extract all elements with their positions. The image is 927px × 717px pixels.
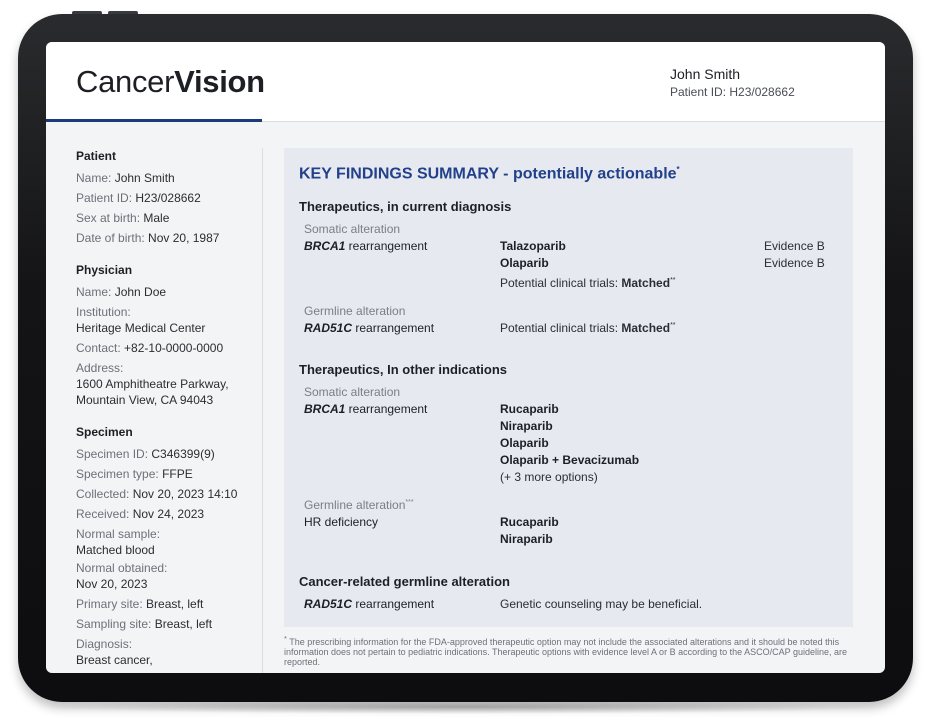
active-tab-indicator <box>46 119 262 122</box>
specimen-type: Specimen type: FFPE <box>76 467 193 481</box>
evidence-talazoparib: Evidence B <box>764 239 825 253</box>
drug-rucaparib-hrd: Rucaparib <box>500 515 559 529</box>
somatic-label-current: Somatic alteration <box>304 222 401 236</box>
gene-brca1-other: BRCA1 rearrangement <box>304 402 428 416</box>
drug-talazoparib: Talazoparib <box>500 239 566 253</box>
drug-olaparib-current: Olaparib <box>500 256 549 270</box>
patient-sex: Sex at birth: Male <box>76 211 170 225</box>
patient-dob: Date of birth: Nov 20, 1987 <box>76 231 220 245</box>
key-findings-panel <box>284 148 853 627</box>
sidebar-divider <box>262 148 263 673</box>
specimen-sampling-site: Sampling site: Breast, left <box>76 617 213 631</box>
section-title-physician: Physician <box>76 263 133 277</box>
physician-institution: Institution: Heritage Medical Center <box>76 305 206 335</box>
physician-contact: Contact: +82-10-0000-0000 <box>76 341 224 355</box>
drug-olaparib-other: Olaparib <box>500 436 549 450</box>
clinical-trials-somatic: Potential clinical trials: Matched** <box>500 276 676 290</box>
drug-rucaparib: Rucaparib <box>500 402 559 416</box>
specimen-diagnosis: Diagnosis: Breast cancer, <box>76 637 153 667</box>
app-header <box>46 42 885 122</box>
drug-niraparib-hrd: Niraparib <box>500 532 553 546</box>
drug-olaparib-bevacizumab: Olaparib + Bevacizumab <box>500 453 640 467</box>
physician-name: Name: John Doe <box>76 285 167 299</box>
gene-hr-deficiency: HR deficiency <box>304 515 379 529</box>
app-logo[interactable]: CancerVision <box>76 64 265 99</box>
gene-brca1-current: BRCA1 rearrangement <box>304 239 428 253</box>
genetic-counseling-note: Genetic counseling may be beneficial. <box>500 597 703 611</box>
header-patient-name: John Smith <box>670 66 741 82</box>
gene-rad51c-current: RAD51C rearrangement <box>304 321 435 335</box>
clinical-trials-germline: Potential clinical trials: Matched** <box>500 321 676 335</box>
somatic-label-other: Somatic alteration <box>304 385 401 399</box>
physician-address: Address: 1600 Amphitheatre Parkway, Mountain View, CA 94043 <box>76 361 229 407</box>
section-title-specimen: Specimen <box>76 425 133 439</box>
footnote: * The prescribing information for the FDA-approved therapeutic option may not include the associated alterations and it should be noted this information does not pertain to pediatric indications. Therapeutic options with evidence level A or B according to the ASCO/CAP guideline, are reported. <box>284 634 848 667</box>
germline-label-current: Germline alteration <box>304 304 406 318</box>
heading-other-indications: Therapeutics, In other indications <box>299 362 508 377</box>
specimen-received: Received: Nov 24, 2023 <box>76 507 205 521</box>
more-options[interactable]: (+ 3 more options) <box>500 470 598 484</box>
specimen-normal-obtained: Normal obtained: Nov 20, 2023 <box>76 561 168 591</box>
specimen-id: Specimen ID: C346399(9) <box>76 447 215 461</box>
key-findings-title: KEY FINDINGS SUMMARY - potentially actionable* <box>299 165 680 183</box>
specimen-collected: Collected: Nov 20, 2023 14:10 <box>76 487 238 501</box>
device-shadow <box>40 700 890 714</box>
gene-rad51c-germline: RAD51C rearrangement <box>304 597 435 611</box>
drug-niraparib: Niraparib <box>500 419 553 433</box>
specimen-primary-site: Primary site: Breast, left <box>76 597 204 611</box>
specimen-normal-sample: Normal sample: Matched blood <box>76 527 161 557</box>
evidence-olaparib: Evidence B <box>764 256 825 270</box>
section-title-patient: Patient <box>76 149 117 163</box>
patient-id: Patient ID: H23/028662 <box>76 191 201 205</box>
heading-current-diagnosis: Therapeutics, in current diagnosis <box>299 199 512 214</box>
patient-name: Name: John Smith <box>76 171 175 185</box>
patient-sidebar <box>76 146 266 670</box>
header-patient-id: Patient ID: H23/028662 <box>670 85 795 99</box>
germline-label-other: Germline alteration*** <box>304 498 414 512</box>
heading-germline-alteration: Cancer-related germline alteration <box>299 574 510 589</box>
screen <box>46 42 885 673</box>
